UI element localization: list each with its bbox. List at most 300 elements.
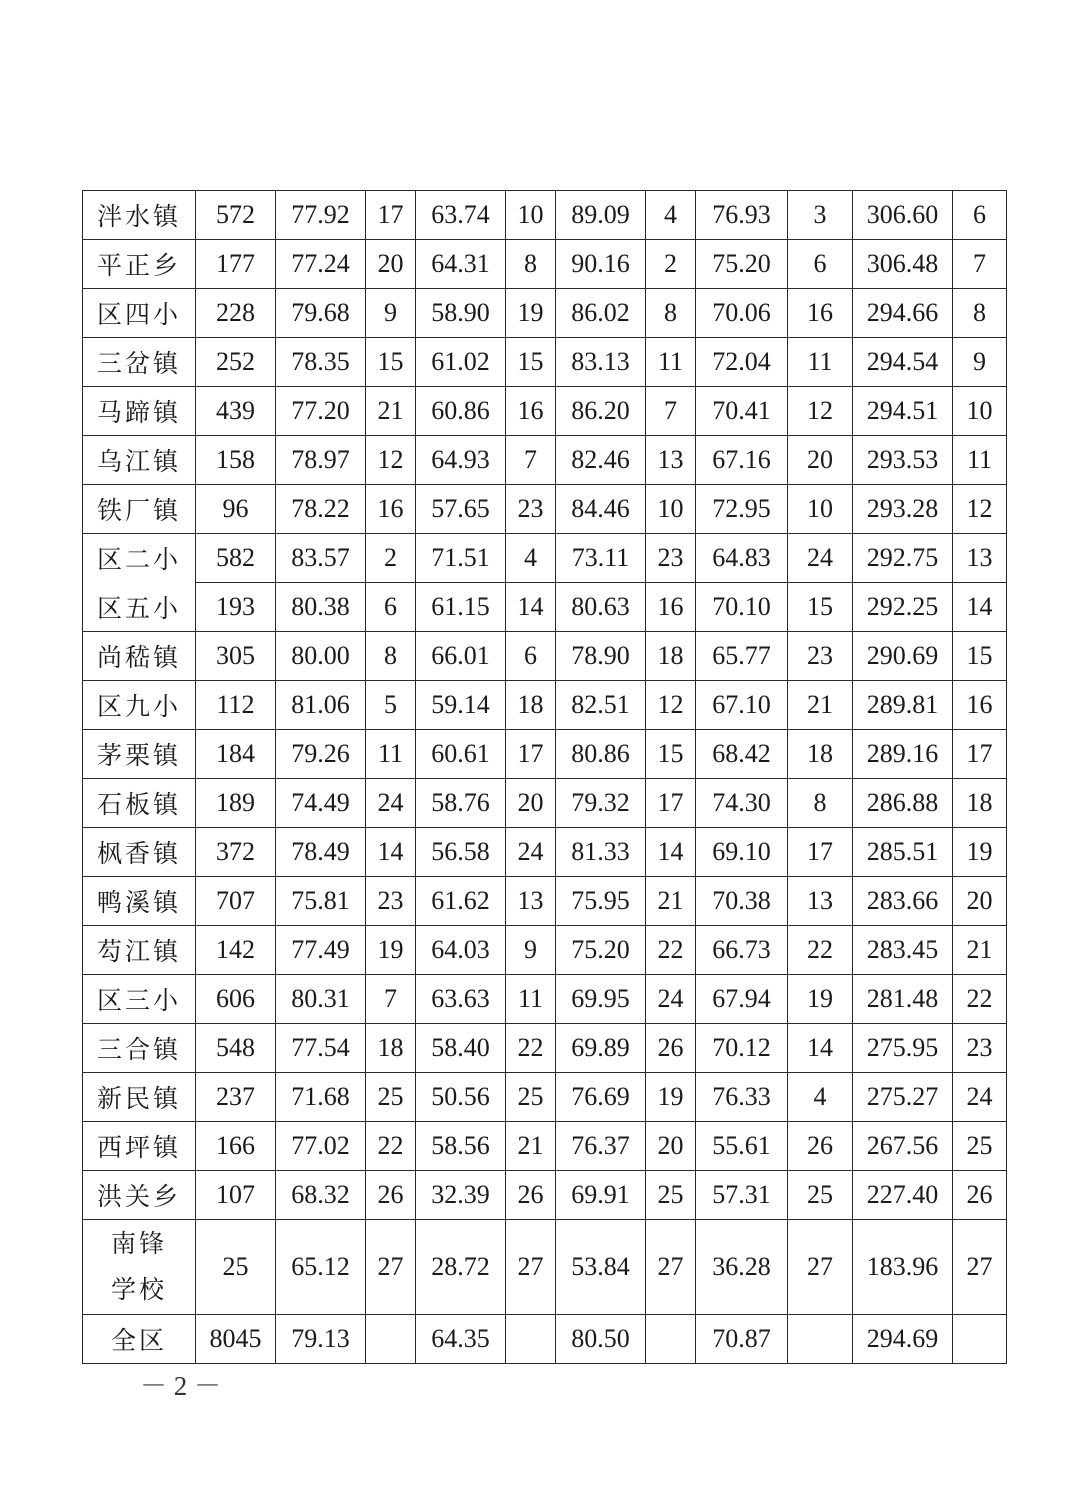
value-cell: 305 bbox=[196, 632, 276, 681]
value-cell: 12 bbox=[788, 387, 853, 436]
value-cell: 70.06 bbox=[696, 289, 788, 338]
value-cell: 13 bbox=[506, 877, 556, 926]
value-cell: 306.60 bbox=[853, 191, 953, 240]
value-cell bbox=[366, 1315, 416, 1364]
value-cell: 22 bbox=[788, 926, 853, 975]
value-cell: 275.95 bbox=[853, 1024, 953, 1073]
value-cell: 11 bbox=[788, 338, 853, 387]
value-cell: 19 bbox=[506, 289, 556, 338]
value-cell: 12 bbox=[953, 485, 1007, 534]
value-cell: 77.24 bbox=[276, 240, 366, 289]
table-row bbox=[83, 926, 1007, 975]
unit-name-cell: 区九小 bbox=[83, 681, 196, 730]
value-cell: 25 bbox=[366, 1073, 416, 1122]
value-cell: 64.03 bbox=[416, 926, 506, 975]
value-cell: 26 bbox=[646, 1024, 696, 1073]
value-cell: 79.26 bbox=[276, 730, 366, 779]
value-cell: 15 bbox=[366, 338, 416, 387]
table-row bbox=[83, 877, 1007, 926]
value-cell: 2 bbox=[646, 240, 696, 289]
value-cell: 6 bbox=[506, 632, 556, 681]
value-cell: 285.51 bbox=[853, 828, 953, 877]
value-cell: 2 bbox=[366, 534, 416, 583]
value-cell: 27 bbox=[506, 1220, 556, 1315]
table-row bbox=[83, 436, 1007, 485]
value-cell: 25 bbox=[196, 1220, 276, 1315]
value-cell: 12 bbox=[366, 436, 416, 485]
table-row bbox=[83, 632, 1007, 681]
value-cell: 24 bbox=[953, 1073, 1007, 1122]
value-cell: 237 bbox=[196, 1073, 276, 1122]
value-cell: 292.25 bbox=[853, 583, 953, 632]
value-cell: 70.38 bbox=[696, 877, 788, 926]
value-cell: 23 bbox=[953, 1024, 1007, 1073]
value-cell: 23 bbox=[788, 632, 853, 681]
value-cell: 77.92 bbox=[276, 191, 366, 240]
value-cell: 59.14 bbox=[416, 681, 506, 730]
value-cell: 14 bbox=[953, 583, 1007, 632]
value-cell: 14 bbox=[646, 828, 696, 877]
value-cell: 17 bbox=[646, 779, 696, 828]
value-cell: 24 bbox=[646, 975, 696, 1024]
unit-name-cell: 石板镇 bbox=[83, 779, 196, 828]
value-cell: 61.62 bbox=[416, 877, 506, 926]
unit-name-cell: 枫香镇 bbox=[83, 828, 196, 877]
value-cell: 289.81 bbox=[853, 681, 953, 730]
value-cell: 78.90 bbox=[556, 632, 646, 681]
value-cell: 55.61 bbox=[696, 1122, 788, 1171]
value-cell: 582 bbox=[196, 534, 276, 583]
value-cell: 166 bbox=[196, 1122, 276, 1171]
value-cell: 16 bbox=[788, 289, 853, 338]
value-cell bbox=[788, 1315, 853, 1364]
table-row bbox=[83, 1220, 1007, 1315]
value-cell: 16 bbox=[953, 681, 1007, 730]
value-cell: 8045 bbox=[196, 1315, 276, 1364]
unit-name-cell: 三合镇 bbox=[83, 1024, 196, 1073]
value-cell: 19 bbox=[646, 1073, 696, 1122]
value-cell: 57.65 bbox=[416, 485, 506, 534]
table-row bbox=[83, 1073, 1007, 1122]
value-cell: 20 bbox=[953, 877, 1007, 926]
value-cell: 7 bbox=[366, 975, 416, 1024]
value-cell: 64.93 bbox=[416, 436, 506, 485]
value-cell: 23 bbox=[506, 485, 556, 534]
unit-name-cell: 区五小 bbox=[83, 583, 196, 632]
value-cell: 78.49 bbox=[276, 828, 366, 877]
value-cell: 72.95 bbox=[696, 485, 788, 534]
unit-name-cell: 三岔镇 bbox=[83, 338, 196, 387]
value-cell: 72.04 bbox=[696, 338, 788, 387]
value-cell: 74.30 bbox=[696, 779, 788, 828]
value-cell: 293.28 bbox=[853, 485, 953, 534]
unit-name-cell: 区四小 bbox=[83, 289, 196, 338]
value-cell: 67.10 bbox=[696, 681, 788, 730]
value-cell: 26 bbox=[366, 1171, 416, 1220]
value-cell: 6 bbox=[788, 240, 853, 289]
value-cell: 19 bbox=[953, 828, 1007, 877]
table-row bbox=[83, 338, 1007, 387]
value-cell: 83.13 bbox=[556, 338, 646, 387]
value-cell: 82.51 bbox=[556, 681, 646, 730]
value-cell: 89.09 bbox=[556, 191, 646, 240]
value-cell: 572 bbox=[196, 191, 276, 240]
unit-name-cell: 铁厂镇 bbox=[83, 485, 196, 534]
value-cell: 15 bbox=[646, 730, 696, 779]
unit-name-cell: 区二小 bbox=[83, 534, 196, 583]
table-row bbox=[83, 828, 1007, 877]
value-cell: 289.16 bbox=[853, 730, 953, 779]
value-cell: 81.33 bbox=[556, 828, 646, 877]
table-row bbox=[83, 534, 1007, 583]
value-cell: 10 bbox=[506, 191, 556, 240]
value-cell: 65.77 bbox=[696, 632, 788, 681]
value-cell: 18 bbox=[366, 1024, 416, 1073]
value-cell: 112 bbox=[196, 681, 276, 730]
value-cell: 24 bbox=[366, 779, 416, 828]
value-cell: 21 bbox=[953, 926, 1007, 975]
value-cell: 7 bbox=[646, 387, 696, 436]
value-cell: 20 bbox=[366, 240, 416, 289]
value-cell: 75.20 bbox=[696, 240, 788, 289]
value-cell: 78.22 bbox=[276, 485, 366, 534]
unit-name-cell: 马蹄镇 bbox=[83, 387, 196, 436]
value-cell: 83.57 bbox=[276, 534, 366, 583]
value-cell: 70.12 bbox=[696, 1024, 788, 1073]
value-cell: 14 bbox=[788, 1024, 853, 1073]
value-cell: 66.73 bbox=[696, 926, 788, 975]
value-cell: 63.63 bbox=[416, 975, 506, 1024]
value-cell: 25 bbox=[788, 1171, 853, 1220]
value-cell: 24 bbox=[506, 828, 556, 877]
value-cell: 50.56 bbox=[416, 1073, 506, 1122]
value-cell: 74.49 bbox=[276, 779, 366, 828]
value-cell: 16 bbox=[366, 485, 416, 534]
value-cell: 5 bbox=[366, 681, 416, 730]
value-cell: 78.97 bbox=[276, 436, 366, 485]
value-cell: 281.48 bbox=[853, 975, 953, 1024]
value-cell: 3 bbox=[788, 191, 853, 240]
value-cell: 61.15 bbox=[416, 583, 506, 632]
value-cell: 69.89 bbox=[556, 1024, 646, 1073]
unit-name-cell: 平正乡 bbox=[83, 240, 196, 289]
value-cell: 27 bbox=[953, 1220, 1007, 1315]
value-cell: 69.10 bbox=[696, 828, 788, 877]
value-cell: 142 bbox=[196, 926, 276, 975]
table-row bbox=[83, 1024, 1007, 1073]
value-cell: 8 bbox=[953, 289, 1007, 338]
value-cell: 193 bbox=[196, 583, 276, 632]
value-cell: 75.95 bbox=[556, 877, 646, 926]
value-cell: 80.38 bbox=[276, 583, 366, 632]
value-cell: 6 bbox=[953, 191, 1007, 240]
value-cell: 15 bbox=[506, 338, 556, 387]
value-cell: 283.45 bbox=[853, 926, 953, 975]
value-cell: 15 bbox=[953, 632, 1007, 681]
value-cell: 11 bbox=[366, 730, 416, 779]
value-cell: 252 bbox=[196, 338, 276, 387]
value-cell: 86.02 bbox=[556, 289, 646, 338]
unit-name-cell: 区三小 bbox=[83, 975, 196, 1024]
value-cell: 8 bbox=[646, 289, 696, 338]
value-cell: 73.11 bbox=[556, 534, 646, 583]
value-cell: 8 bbox=[788, 779, 853, 828]
value-cell: 13 bbox=[646, 436, 696, 485]
unit-name-cell: 茅栗镇 bbox=[83, 730, 196, 779]
value-cell: 76.69 bbox=[556, 1073, 646, 1122]
value-cell: 14 bbox=[366, 828, 416, 877]
value-cell: 8 bbox=[366, 632, 416, 681]
table-row bbox=[83, 730, 1007, 779]
value-cell: 79.68 bbox=[276, 289, 366, 338]
value-cell: 21 bbox=[646, 877, 696, 926]
value-cell: 70.10 bbox=[696, 583, 788, 632]
value-cell: 71.68 bbox=[276, 1073, 366, 1122]
value-cell: 53.84 bbox=[556, 1220, 646, 1315]
value-cell: 56.58 bbox=[416, 828, 506, 877]
value-cell: 65.12 bbox=[276, 1220, 366, 1315]
value-cell: 20 bbox=[506, 779, 556, 828]
table-row bbox=[83, 387, 1007, 436]
value-cell: 23 bbox=[646, 534, 696, 583]
value-cell: 64.83 bbox=[696, 534, 788, 583]
table-row bbox=[83, 975, 1007, 1024]
value-cell: 78.35 bbox=[276, 338, 366, 387]
value-cell: 77.49 bbox=[276, 926, 366, 975]
value-cell: 21 bbox=[788, 681, 853, 730]
unit-name-cell: 尚嵇镇 bbox=[83, 632, 196, 681]
value-cell: 9 bbox=[366, 289, 416, 338]
unit-name-cell: 西坪镇 bbox=[83, 1122, 196, 1171]
value-cell: 13 bbox=[788, 877, 853, 926]
value-cell: 158 bbox=[196, 436, 276, 485]
value-cell: 22 bbox=[366, 1122, 416, 1171]
value-cell: 77.02 bbox=[276, 1122, 366, 1171]
value-cell: 80.50 bbox=[556, 1315, 646, 1364]
value-cell: 27 bbox=[366, 1220, 416, 1315]
value-cell: 606 bbox=[196, 975, 276, 1024]
value-cell: 71.51 bbox=[416, 534, 506, 583]
value-cell: 228 bbox=[196, 289, 276, 338]
value-cell bbox=[646, 1315, 696, 1364]
value-cell: 66.01 bbox=[416, 632, 506, 681]
value-cell: 17 bbox=[953, 730, 1007, 779]
value-cell: 80.00 bbox=[276, 632, 366, 681]
value-cell: 4 bbox=[646, 191, 696, 240]
table-row bbox=[83, 1315, 1007, 1364]
value-cell: 22 bbox=[953, 975, 1007, 1024]
unit-name-cell: 泮水镇 bbox=[83, 191, 196, 240]
value-cell: 18 bbox=[506, 681, 556, 730]
value-cell: 32.39 bbox=[416, 1171, 506, 1220]
table-row bbox=[83, 289, 1007, 338]
value-cell: 20 bbox=[646, 1122, 696, 1171]
value-cell: 25 bbox=[646, 1171, 696, 1220]
value-cell: 79.32 bbox=[556, 779, 646, 828]
unit-name-cell: 南锋 学校 bbox=[83, 1220, 196, 1315]
value-cell: 80.63 bbox=[556, 583, 646, 632]
value-cell bbox=[953, 1315, 1007, 1364]
value-cell: 294.69 bbox=[853, 1315, 953, 1364]
value-cell: 18 bbox=[953, 779, 1007, 828]
score-table bbox=[82, 190, 1007, 1364]
value-cell: 67.16 bbox=[696, 436, 788, 485]
value-cell: 90.16 bbox=[556, 240, 646, 289]
value-cell: 76.93 bbox=[696, 191, 788, 240]
value-cell: 67.94 bbox=[696, 975, 788, 1024]
value-cell: 707 bbox=[196, 877, 276, 926]
value-cell: 293.53 bbox=[853, 436, 953, 485]
value-cell: 23 bbox=[366, 877, 416, 926]
value-cell: 24 bbox=[788, 534, 853, 583]
value-cell: 84.46 bbox=[556, 485, 646, 534]
value-cell: 177 bbox=[196, 240, 276, 289]
table-row bbox=[83, 1122, 1007, 1171]
value-cell: 10 bbox=[646, 485, 696, 534]
value-cell: 70.87 bbox=[696, 1315, 788, 1364]
unit-name-cell: 乌江镇 bbox=[83, 436, 196, 485]
value-cell: 64.35 bbox=[416, 1315, 506, 1364]
value-cell: 58.90 bbox=[416, 289, 506, 338]
value-cell: 8 bbox=[506, 240, 556, 289]
value-cell: 77.20 bbox=[276, 387, 366, 436]
unit-name-cell: 鸭溪镇 bbox=[83, 877, 196, 926]
unit-name-cell: 洪关乡 bbox=[83, 1171, 196, 1220]
value-cell: 548 bbox=[196, 1024, 276, 1073]
value-cell: 189 bbox=[196, 779, 276, 828]
value-cell: 21 bbox=[366, 387, 416, 436]
value-cell: 15 bbox=[788, 583, 853, 632]
value-cell: 81.06 bbox=[276, 681, 366, 730]
value-cell: 16 bbox=[646, 583, 696, 632]
value-cell bbox=[506, 1315, 556, 1364]
table-row bbox=[83, 779, 1007, 828]
value-cell: 292.75 bbox=[853, 534, 953, 583]
value-cell: 82.46 bbox=[556, 436, 646, 485]
value-cell: 12 bbox=[646, 681, 696, 730]
value-cell: 57.31 bbox=[696, 1171, 788, 1220]
value-cell: 183.96 bbox=[853, 1220, 953, 1315]
value-cell: 294.54 bbox=[853, 338, 953, 387]
value-cell: 96 bbox=[196, 485, 276, 534]
value-cell: 7 bbox=[953, 240, 1007, 289]
value-cell: 27 bbox=[646, 1220, 696, 1315]
value-cell: 26 bbox=[506, 1171, 556, 1220]
table-row bbox=[83, 681, 1007, 730]
value-cell: 7 bbox=[506, 436, 556, 485]
unit-name-cell: 芶江镇 bbox=[83, 926, 196, 975]
value-cell: 19 bbox=[366, 926, 416, 975]
value-cell: 70.41 bbox=[696, 387, 788, 436]
value-cell: 76.37 bbox=[556, 1122, 646, 1171]
table-row bbox=[83, 485, 1007, 534]
value-cell: 27 bbox=[788, 1220, 853, 1315]
value-cell: 4 bbox=[506, 534, 556, 583]
value-cell: 107 bbox=[196, 1171, 276, 1220]
value-cell: 68.42 bbox=[696, 730, 788, 779]
value-cell: 372 bbox=[196, 828, 276, 877]
value-cell: 294.66 bbox=[853, 289, 953, 338]
unit-name-cell: 全区 bbox=[83, 1315, 196, 1364]
value-cell: 17 bbox=[506, 730, 556, 779]
value-cell: 227.40 bbox=[853, 1171, 953, 1220]
value-cell: 11 bbox=[953, 436, 1007, 485]
value-cell: 9 bbox=[953, 338, 1007, 387]
value-cell: 28.72 bbox=[416, 1220, 506, 1315]
value-cell: 439 bbox=[196, 387, 276, 436]
value-cell: 75.81 bbox=[276, 877, 366, 926]
value-cell: 80.31 bbox=[276, 975, 366, 1024]
value-cell: 26 bbox=[953, 1171, 1007, 1220]
value-cell: 58.76 bbox=[416, 779, 506, 828]
value-cell: 18 bbox=[788, 730, 853, 779]
value-cell: 10 bbox=[953, 387, 1007, 436]
value-cell: 63.74 bbox=[416, 191, 506, 240]
value-cell: 306.48 bbox=[853, 240, 953, 289]
value-cell: 10 bbox=[788, 485, 853, 534]
value-cell: 19 bbox=[788, 975, 853, 1024]
value-cell: 267.56 bbox=[853, 1122, 953, 1171]
value-cell: 68.32 bbox=[276, 1171, 366, 1220]
value-cell: 26 bbox=[788, 1122, 853, 1171]
table-row bbox=[83, 240, 1007, 289]
value-cell: 64.31 bbox=[416, 240, 506, 289]
unit-name-cell: 新民镇 bbox=[83, 1073, 196, 1122]
table-row bbox=[83, 1171, 1007, 1220]
value-cell: 21 bbox=[506, 1122, 556, 1171]
value-cell: 13 bbox=[953, 534, 1007, 583]
value-cell: 77.54 bbox=[276, 1024, 366, 1073]
value-cell: 22 bbox=[506, 1024, 556, 1073]
value-cell: 283.66 bbox=[853, 877, 953, 926]
value-cell: 17 bbox=[366, 191, 416, 240]
value-cell: 86.20 bbox=[556, 387, 646, 436]
table-row bbox=[83, 583, 1007, 632]
value-cell: 184 bbox=[196, 730, 276, 779]
value-cell: 18 bbox=[646, 632, 696, 681]
value-cell: 4 bbox=[788, 1073, 853, 1122]
value-cell: 294.51 bbox=[853, 387, 953, 436]
value-cell: 76.33 bbox=[696, 1073, 788, 1122]
value-cell: 286.88 bbox=[853, 779, 953, 828]
value-cell: 11 bbox=[506, 975, 556, 1024]
value-cell: 61.02 bbox=[416, 338, 506, 387]
value-cell: 58.40 bbox=[416, 1024, 506, 1073]
table-row bbox=[83, 191, 1007, 240]
value-cell: 79.13 bbox=[276, 1315, 366, 1364]
page-number: － 2 － bbox=[140, 1371, 221, 1401]
value-cell: 75.20 bbox=[556, 926, 646, 975]
value-cell: 20 bbox=[788, 436, 853, 485]
value-cell: 69.95 bbox=[556, 975, 646, 1024]
value-cell: 60.61 bbox=[416, 730, 506, 779]
value-cell: 25 bbox=[506, 1073, 556, 1122]
value-cell: 9 bbox=[506, 926, 556, 975]
value-cell: 25 bbox=[953, 1122, 1007, 1171]
value-cell: 58.56 bbox=[416, 1122, 506, 1171]
value-cell: 36.28 bbox=[696, 1220, 788, 1315]
value-cell: 17 bbox=[788, 828, 853, 877]
value-cell: 14 bbox=[506, 583, 556, 632]
value-cell: 16 bbox=[506, 387, 556, 436]
value-cell: 69.91 bbox=[556, 1171, 646, 1220]
value-cell: 6 bbox=[366, 583, 416, 632]
value-cell: 290.69 bbox=[853, 632, 953, 681]
value-cell: 22 bbox=[646, 926, 696, 975]
value-cell: 275.27 bbox=[853, 1073, 953, 1122]
value-cell: 60.86 bbox=[416, 387, 506, 436]
value-cell: 11 bbox=[646, 338, 696, 387]
